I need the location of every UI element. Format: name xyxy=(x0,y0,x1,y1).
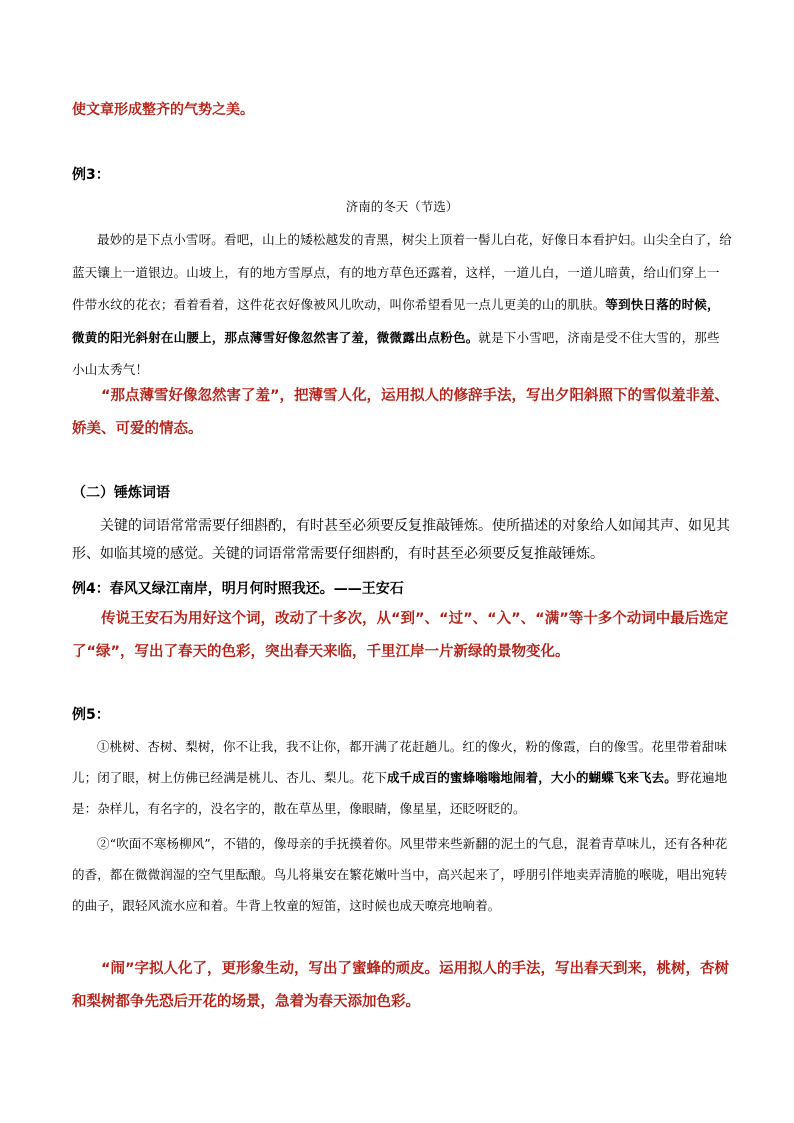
section2-body: 关键的词语常常需要仔细斟酌，有时甚至必须要反复推敲锤炼。使所描述的对象给人如闻其声、如见其形、如临其境的感觉。关键的词语常常需要仔细斟酌，有时甚至必须要反复推敲锤炼。 xyxy=(72,518,730,562)
example5-p1-part2: 野花遍地是：杂样儿，有名字的，没名字的，散在草丛里，像眼睛，像星星，还眨呀眨的。 xyxy=(72,770,728,816)
example3-passage xyxy=(72,224,732,387)
example5-analysis: “闹”字拟人化了，更形象生动，写出了蜜蜂的顽皮。运用拟人的手法，写出春天到来，桃树，杏树和梨树都争先恐后开花的场景，急着为春天添加色彩。 xyxy=(72,961,730,1010)
example5-paragraph-1 xyxy=(72,731,732,824)
example5-passage xyxy=(72,731,732,921)
intro-line: 使文章形成整齐的气势之美。 xyxy=(72,102,254,118)
example3-passage-part1: 最妙的是下点小雪呀。看吧，山上的矮松越发的青黑，树尖上顶着一髻儿白花，好像日本看护妇。山尖全白了，给蓝天镶上一道银边。山坡上，有的地方雪厚点，有的地方草色还露着，这样，一道儿白，一道儿暗黄，给山们穿上一件带水纹的花衣；看着看着，这件花衣好像被风儿吹动，叫你希望看见一点儿更美的山的肌肤。 xyxy=(72,232,733,312)
example4-analysis: 传说王安石为用好这个词，改动了十多次，从“到”、“过”、“入”、“满”等十多个动词中最后选定了“绿”，写出了春天的色彩，突出春天来临，千里江岸一片新绿的景物变化。 xyxy=(72,611,729,660)
example5-paragraph-2: ②“吹面不寒杨柳风”，不错的，像母亲的手抚摸着你。风里带来些新翻的泥土的气息，混着青草味儿，还有各种花的香，都在微微润湿的空气里酝酿。鸟儿将巢安在繁花嫩叶当中，高兴起来了，呼朋引伴地卖弄清脆的喉咙，唱出宛转的曲子，跟轻风流水应和着。牛背上牧童的短笛，这时候也成天嘹亮地响着。 xyxy=(72,836,728,913)
example3-passage-part2: 就是下小雪吧，济南是受不住大雪的，那些小山太秀气！ xyxy=(72,329,720,377)
example5-label: 例5： xyxy=(72,707,110,723)
example5-p1-part1: ①桃树、杏树、梨树，你不让我，我不让你，都开满了花赶趟儿。红的像火，粉的像霞，白的像雪。花里带着甜味儿；闭了眼，树上仿佛已经满是桃儿、杏儿、梨儿。花下 xyxy=(72,739,728,785)
example3-analysis: “那点薄雪好像忽然害了羞”，把薄雪人化，运用拟人的修辞手法，写出夕阳斜照下的雪似羞非羞、娇美、可爱的情态。 xyxy=(72,388,730,437)
example4-line: 例4：春风又绿江南岸，明月何时照我还。——王安石 xyxy=(72,581,404,597)
section2-heading: （二）锤炼词语 xyxy=(72,485,170,501)
example5-p1-bold: 成千成百的蜜蜂嗡嗡地闹着，大小的蝴蝶飞来飞去。 xyxy=(387,770,677,785)
example3-title: 济南的冬天（节选） xyxy=(345,199,459,214)
example3-passage-bold: 等到快日落的时候，微黄的阳光斜射在山腰上，那点薄雪好像忽然害了羞，微微露出点粉色。 xyxy=(72,297,720,345)
example3-label: 例3： xyxy=(72,167,110,183)
